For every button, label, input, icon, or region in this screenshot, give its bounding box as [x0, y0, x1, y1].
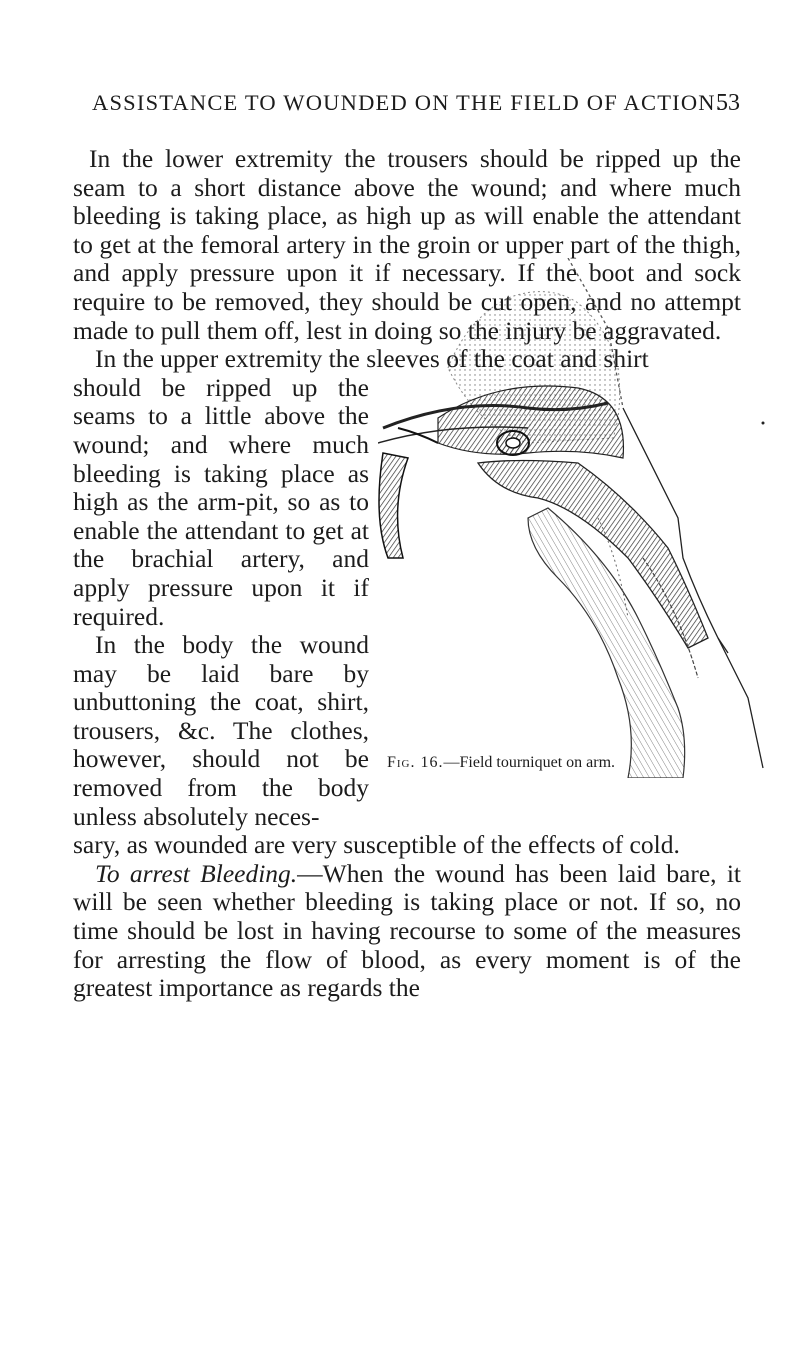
paragraph-arrest-bleeding [73, 860, 741, 1003]
paragraph-body-wound-continued: sary, as wounded are very susceptible of the effects of cold. [73, 830, 680, 860]
paragraph-body-wound: In the body the wound may be laid bare by unbuttoning the coat, shirt, trousers, &c. The clothes, however, should not be removed from the body unless absolutely neces- [73, 630, 369, 831]
paragraph-lower-extremity: In the lower extremity the trousers should be ripped up the seam to a short distance above the wound; and where much bleeding is taking place, as high up as will enable the attendant to get at the femoral artery in the groin or upper part of the thigh, and apply pressure upon it if necessary. If the boot and sock require to be removed, they should be cut open, and no attempt made to pull them off, lest in doing so the injury be aggravated. [73, 144, 741, 345]
paragraph-upper-extremity-first-line: In the upper extremity the sleeves of the coat and shirt [95, 344, 649, 374]
arrest-bleeding-body: —When the wound has been laid bare, it will be seen whether bleeding is taking place or not. If so, no time should be lost in having recourse to some of the measures for arresting the flow of blood, as every moment is of the greatest importance as regards the [73, 858, 741, 1003]
figure-caption-text: —Field tourniquet on arm. [443, 754, 616, 771]
wrapped-column [73, 374, 369, 832]
page-number: 53 [716, 90, 740, 116]
figure-label: Fig. 16. [387, 754, 444, 771]
body-text [73, 145, 741, 1003]
figure-caption [387, 754, 767, 772]
running-title: ASSISTANCE TO WOUNDED ON THE FIELD OF ACTION. [92, 90, 723, 115]
paragraph-upper-extremity: should be ripped up the seams to a little above the wound; and where much bleeding is taking place as high as the arm-pit, so as to enable the attendant to get at the brachial artery, and apply pressure upon it if required. [73, 372, 369, 631]
section-heading-arrest-bleeding: To arrest Bleeding. [95, 858, 298, 888]
